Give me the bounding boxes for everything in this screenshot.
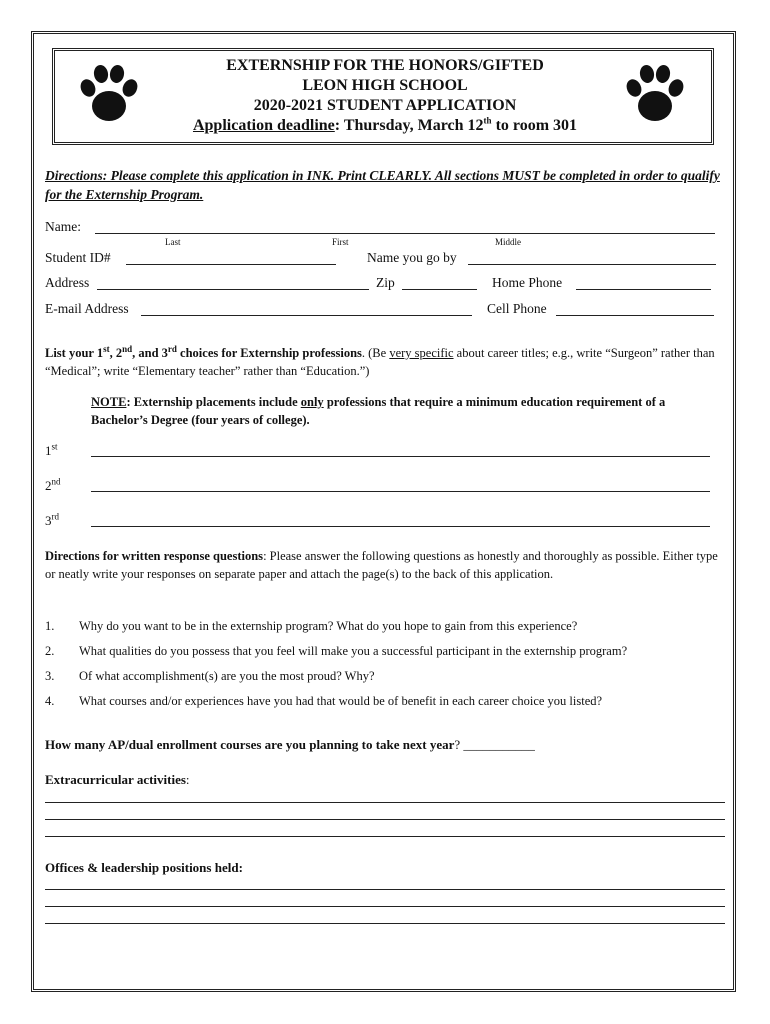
cell-phone-label: Cell Phone — [487, 301, 547, 316]
question-4-num: 4. — [45, 694, 55, 708]
name-go-by-label: Name you go by — [367, 250, 457, 265]
first-label: First — [332, 237, 349, 247]
choices-intro-2: , 2 — [109, 346, 123, 360]
note-text-1: : Externship placements include — [126, 395, 301, 409]
extracurricular-line-2[interactable] — [45, 819, 725, 820]
paw-print-icon — [620, 58, 690, 128]
question-1 — [45, 619, 577, 634]
choice-3-label — [45, 513, 59, 529]
question-1-text: Why do you want to be in the externship program? What do you hope to gain from this experience? — [79, 619, 578, 633]
choices-intro-4: choices for Externship professions — [176, 346, 362, 360]
extracurricular-label — [45, 772, 190, 788]
choice-2-label — [45, 478, 61, 494]
choices-sup-3: rd — [167, 343, 177, 354]
title-line-3: 2020-2021 STUDENT APPLICATION — [253, 97, 517, 114]
question-2 — [45, 644, 627, 659]
choice-1-field[interactable] — [91, 456, 710, 457]
name-go-by-field[interactable] — [468, 264, 716, 265]
extracurricular-line-1[interactable] — [45, 802, 725, 803]
directions: Directions: Please complete this application in INK. Print CLEARLY. All sections MUST be completed in order to qualify for the Externship Program. — [45, 168, 720, 202]
student-id-field[interactable] — [126, 264, 336, 265]
extracurricular-text: Extracurricular activities — [45, 772, 186, 787]
choice-1-sup: st — [51, 441, 58, 452]
deadline-sup: th — [483, 115, 492, 126]
offices-line-2[interactable] — [45, 906, 725, 907]
note-only: only — [300, 395, 324, 409]
question-3-text: Of what accomplishment(s) are you the most proud? Why? — [79, 669, 375, 683]
home-phone-label: Home Phone — [492, 275, 563, 290]
email-label: E-mail Address — [45, 301, 129, 316]
written-heading: Directions for written response questions — [45, 549, 264, 563]
question-2-text: What qualities do you possess that you feel will make you a successful participant in the externship program? — [79, 644, 628, 658]
very-specific: very specific — [389, 346, 454, 360]
question-4-text: What courses and/or experiences have you had that would be of benefit in each career choice you listed? — [79, 694, 603, 708]
choice-3-field[interactable] — [91, 526, 710, 527]
choice-3-num: 3 — [45, 513, 52, 528]
cell-phone-field[interactable] — [556, 315, 714, 316]
choices-instructions — [45, 344, 725, 380]
choice-2-field[interactable] — [91, 491, 710, 492]
choices-sup-2: nd — [122, 343, 133, 354]
address-field[interactable] — [97, 289, 369, 290]
last-label: Last — [165, 237, 181, 247]
offices-line-3[interactable] — [45, 923, 725, 924]
choice-3-sup: rd — [51, 511, 59, 522]
choices-rest-1: . (Be — [361, 346, 390, 360]
title-line-1: EXTERNSHIP FOR THE HONORS/GIFTED — [226, 57, 544, 74]
extracurricular-line-3[interactable] — [45, 836, 725, 837]
choice-2-sup: nd — [51, 476, 61, 487]
name-label: Name: — [45, 219, 81, 234]
student-id-label: Student ID# — [45, 250, 111, 265]
note — [91, 393, 691, 429]
application-deadline — [160, 116, 610, 136]
offices-line-1[interactable] — [45, 889, 725, 890]
deadline-tail: to room 301 — [491, 117, 578, 134]
choices-rest-2: about career titles; e.g., write “Surgeon” rather than “Medical”; write “Elementary teacher” rather than “Education.”) — [45, 346, 715, 378]
home-phone-field[interactable] — [576, 289, 711, 290]
question-4 — [45, 694, 602, 709]
choices-intro-1: List your 1 — [45, 346, 104, 360]
choice-1-label — [45, 443, 58, 459]
choices-sup-1: st — [103, 343, 110, 354]
note-label: NOTE — [91, 395, 127, 409]
email-field[interactable] — [141, 315, 472, 316]
offices-label: Offices & leadership positions held: — [45, 860, 243, 875]
deadline-label: Application deadline — [192, 117, 335, 134]
note-text-2: professions that require a minimum education requirement of a Bachelor’s Degree (four years of college). — [91, 395, 666, 427]
paw-print-icon — [74, 58, 144, 128]
zip-label: Zip — [376, 275, 395, 290]
extracurricular-colon: : — [185, 772, 190, 787]
ap-question-tail: ? ___________ — [454, 737, 535, 752]
choice-1-num: 1 — [45, 443, 52, 458]
written-text: : Please answer the following questions as honestly and thoroughly as possible. Either type or neatly write your responses on separate paper and attach the page(s) to the back of this application. — [45, 549, 718, 581]
question-2-num: 2. — [45, 644, 55, 658]
zip-field[interactable] — [402, 289, 477, 290]
question-3 — [45, 669, 375, 684]
choice-2-num: 2 — [45, 478, 52, 493]
ap-question — [45, 737, 535, 753]
question-3-num: 3. — [45, 669, 55, 683]
choices-intro-3: , and 3 — [132, 346, 168, 360]
middle-label: Middle — [495, 237, 521, 247]
name-field[interactable] — [95, 233, 715, 234]
written-directions — [45, 547, 725, 583]
ap-question-text: How many AP/dual enrollment courses are you planning to take next year — [45, 737, 455, 752]
question-1-num: 1. — [45, 619, 55, 633]
title-line-2: LEON HIGH SCHOOL — [302, 77, 468, 94]
address-label: Address — [45, 275, 90, 290]
deadline-value: : Thursday, March 12 — [334, 117, 484, 134]
